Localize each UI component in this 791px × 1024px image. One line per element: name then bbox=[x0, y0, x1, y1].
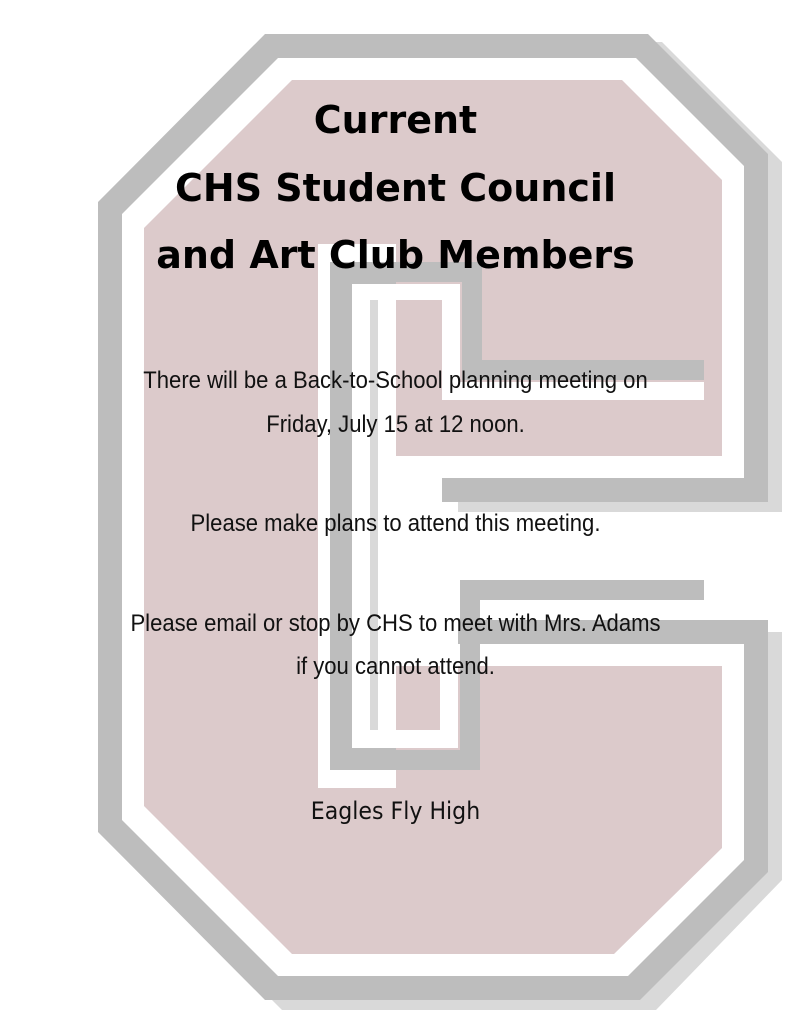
heading-line-student-council: CHS Student Council bbox=[175, 166, 616, 210]
attend-request-line: Please make plans to attend this meeting. bbox=[190, 510, 601, 537]
slogan: Eagles Fly High bbox=[310, 797, 481, 825]
heading-line-current: Current bbox=[313, 98, 478, 142]
meeting-info-line-1: There will be a Back-to-School planning meeting on bbox=[143, 367, 648, 394]
meeting-info-line-2: Friday, July 15 at 12 noon. bbox=[266, 411, 525, 438]
contact-info-line-2: if you cannot attend. bbox=[296, 653, 495, 680]
heading-line-art-club: and Art Club Members bbox=[156, 233, 635, 277]
contact-info-line-1: Please email or stop by CHS to meet with Mrs. Adams bbox=[130, 610, 661, 637]
